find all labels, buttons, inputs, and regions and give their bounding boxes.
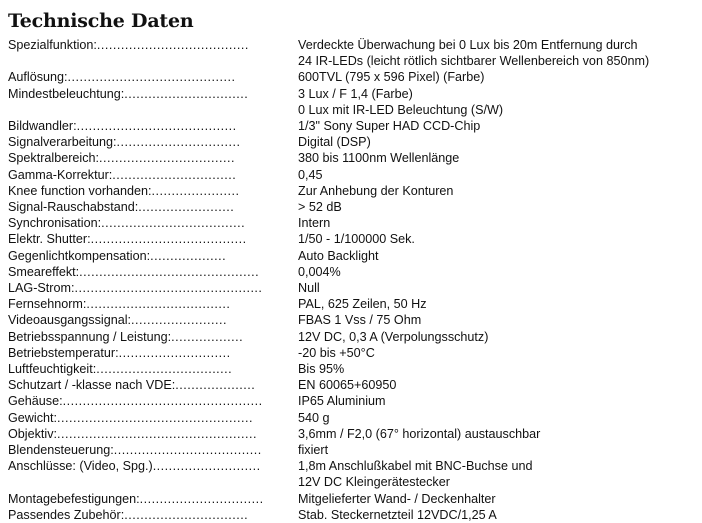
spec-value [298,280,698,296]
spec-row [8,264,698,280]
spec-value [298,183,698,199]
spec-value-line: 12V DC, 0,3 A (Verpolungsschutz) [298,329,489,344]
spec-label [8,118,298,134]
spec-value-line: Bis 95% [298,362,345,377]
spec-row [8,199,698,215]
spec-value-line: Stab. Steckernetzteil 12VDC/1,25 A [298,507,497,522]
spec-value [298,491,698,507]
spec-value [298,199,698,215]
spec-label [8,86,298,102]
spec-label [8,264,298,280]
spec-row [8,231,698,247]
spec-row [8,442,698,458]
page-title: Technische Daten [8,10,194,32]
dot-leader: .................................... [86,297,231,312]
spec-label-text: Signalverarbeitung: [8,135,117,150]
spec-value-line: 3,6mm / F2,0 (67° horizontal) austauschbar [298,426,541,441]
spec-value-line: fixiert [298,443,329,458]
spec-label-text: Blendensteuerung: [8,443,114,458]
spec-row [8,37,698,69]
spec-value-line: 380 bis 1100nm Wellenlänge [298,151,460,166]
spec-value [298,231,698,247]
spec-label [8,410,298,426]
spec-label [8,150,298,166]
dot-leader: .................................. [99,151,235,166]
spec-row [8,167,698,183]
spec-label [8,134,298,150]
spec-row [8,312,698,328]
spec-label-text: Smeareffekt: [8,264,80,279]
spec-label [8,458,298,474]
spec-label-text: Auflösung: [8,70,68,85]
spec-value-line: IP65 Aluminium [298,394,386,409]
spec-row [8,280,698,296]
spec-value [298,264,698,280]
dot-leader: ....................................... [90,232,247,247]
spec-row [8,345,698,361]
spec-row [8,377,698,393]
dot-leader: .......................................... [67,70,236,85]
spec-value-line: 24 IR-LEDs (leicht rötlich sichtbarer Wellenbereich von 850nm) [298,54,650,69]
spec-value-line: 600TVL (795 x 596 Pixel) (Farbe) [298,70,485,85]
spec-label-text: Gewicht: [8,410,57,425]
spec-label [8,312,298,328]
spec-label-text: Objektiv: [8,426,57,441]
spec-label-text: Betriebstemperatur: [8,345,119,360]
spec-value [298,329,698,345]
spec-label [8,280,298,296]
spec-label-text: Anschlüsse: (Video, Spg.) [8,459,153,474]
spec-value-line: 540 g [298,410,330,425]
spec-value [298,361,698,377]
dot-leader: .................... [175,378,256,393]
spec-row [8,69,698,85]
dot-leader: ................... [150,248,227,263]
spec-row [8,248,698,264]
dot-leader: ..................................... [113,443,262,458]
spec-label [8,248,298,264]
spec-label [8,69,298,85]
spec-label-text: Spezialfunktion: [8,38,97,52]
spec-value [298,150,698,166]
spec-value-line: 3 Lux / F 1,4 (Farbe) [298,86,413,101]
spec-value-line: 1/50 - 1/100000 Sek. [298,232,415,247]
dot-leader: ............................... [116,135,241,150]
spec-value [298,312,698,328]
dot-leader: .................................. [96,362,233,377]
spec-value-line: 0,004% [298,264,341,279]
spec-value [298,507,698,523]
spec-label [8,442,298,458]
dot-leader: .................. [171,329,244,344]
spec-row [8,150,698,166]
spec-value [298,426,698,442]
spec-label-text: Luftfeuchtigkeit: [8,362,97,377]
dot-leader: ............................... [139,491,264,506]
dot-leader: ............................... [112,167,237,182]
spec-label [8,507,298,523]
spec-table [8,37,698,523]
dot-leader: ...................... [151,183,240,198]
dot-leader: ........................... [152,459,261,474]
dot-leader: .................................................. [57,426,257,441]
spec-value [298,69,698,85]
spec-row [8,183,698,199]
spec-value-line: Null [298,281,320,296]
spec-value [298,118,698,134]
spec-value-line: 0 Lux mit IR-LED Beleuchtung (S/W) [298,102,504,117]
spec-row [8,134,698,150]
spec-value-line: 0,45 [298,167,323,182]
dot-leader: ............................... [124,86,249,101]
spec-value-line: Auto Backlight [298,248,379,263]
spec-value-line: Mitgelieferter Wand- / Deckenhalter [298,491,496,506]
dot-leader: ................................................. [57,410,253,425]
spec-label-text: Mindestbeleuchtung: [8,86,125,101]
spec-value [298,345,698,361]
dot-leader: ...................................... [96,38,249,52]
spec-label-text: Montagebefestigungen: [8,491,140,506]
spec-label [8,361,298,377]
spec-value-line: 1,8m Anschlußkabel mit BNC-Buchse und [298,459,533,474]
spec-value-line: 1/3" Sony Super HAD CCD-Chip [298,119,481,134]
spec-row [8,393,698,409]
spec-value-line: Zur Anhebung der Konturen [298,183,454,198]
spec-label [8,329,298,345]
spec-label-text: Gegenlichtkompensation: [8,248,151,263]
spec-row [8,118,698,134]
spec-label-text: Signal-Rauschabstand: [8,200,139,215]
spec-label-text: Videoausgangssignal: [8,313,132,328]
spec-value-line: -20 bis +50°C [298,345,375,360]
spec-row [8,215,698,231]
spec-value-line: Digital (DSP) [298,135,371,150]
spec-label-text: LAG-Strom: [8,281,75,296]
spec-row [8,410,698,426]
spec-label-text: Elektr. Shutter: [8,232,91,247]
spec-label [8,183,298,199]
dot-leader: ........................................ [76,119,237,134]
dot-leader: ............................................... [74,281,263,296]
spec-value-line: 12V DC Kleingerätestecker [298,475,450,490]
dot-leader: ........................ [131,313,227,328]
dot-leader: .................................... [101,216,246,231]
dot-leader: ............................ [118,345,231,360]
spec-label [8,215,298,231]
spec-value [298,86,698,118]
spec-label-text: Synchronisation: [8,216,102,231]
spec-label-text: Fernsehnorm: [8,297,87,312]
dot-leader: ............................... [124,507,249,522]
spec-label [8,296,298,312]
dot-leader: .................................................. [62,394,263,409]
spec-label-text: Bildwandler: [8,119,77,134]
spec-value-line: > 52 dB [298,200,342,215]
spec-value [298,167,698,183]
spec-row [8,296,698,312]
spec-row [8,86,698,118]
spec-label-text: Betriebsspannung / Leistung: [8,329,172,344]
spec-value [298,410,698,426]
spec-value-line: PAL, 625 Zeilen, 50 Hz [298,297,427,312]
spec-value [298,37,698,69]
spec-value [298,248,698,264]
spec-label-text: Schutzart / -klasse nach VDE: [8,378,176,393]
spec-label [8,345,298,361]
spec-value [298,134,698,150]
spec-label [8,393,298,409]
spec-value [298,393,698,409]
dot-leader: ............................................. [79,264,260,279]
spec-value-line: Intern [298,216,331,231]
spec-label [8,491,298,507]
spec-value-line: Verdeckte Überwachung bei 0 Lux bis 20m Entfernung durch [298,38,638,52]
spec-value-line: EN 60065+60950 [298,378,397,393]
spec-label-text: Spektralbereich: [8,151,100,166]
spec-label-text: Passendes Zubehör: [8,507,125,522]
spec-label [8,37,298,53]
spec-value [298,296,698,312]
spec-label-text: Gehäuse: [8,394,63,409]
spec-row [8,329,698,345]
spec-value [298,458,698,490]
spec-row [8,491,698,507]
spec-label [8,199,298,215]
spec-label-text: Gamma-Korrektur: [8,167,113,182]
spec-value [298,442,698,458]
spec-value [298,377,698,393]
spec-label [8,377,298,393]
spec-value [298,215,698,231]
spec-row [8,507,698,523]
spec-value-line: FBAS 1 Vss / 75 Ohm [298,313,422,328]
spec-row [8,458,698,490]
spec-row [8,426,698,442]
spec-row [8,361,698,377]
spec-label-text: Knee function vorhanden: [8,183,152,198]
spec-label [8,231,298,247]
spec-label [8,426,298,442]
dot-leader: ........................ [138,200,235,215]
spec-label [8,167,298,183]
